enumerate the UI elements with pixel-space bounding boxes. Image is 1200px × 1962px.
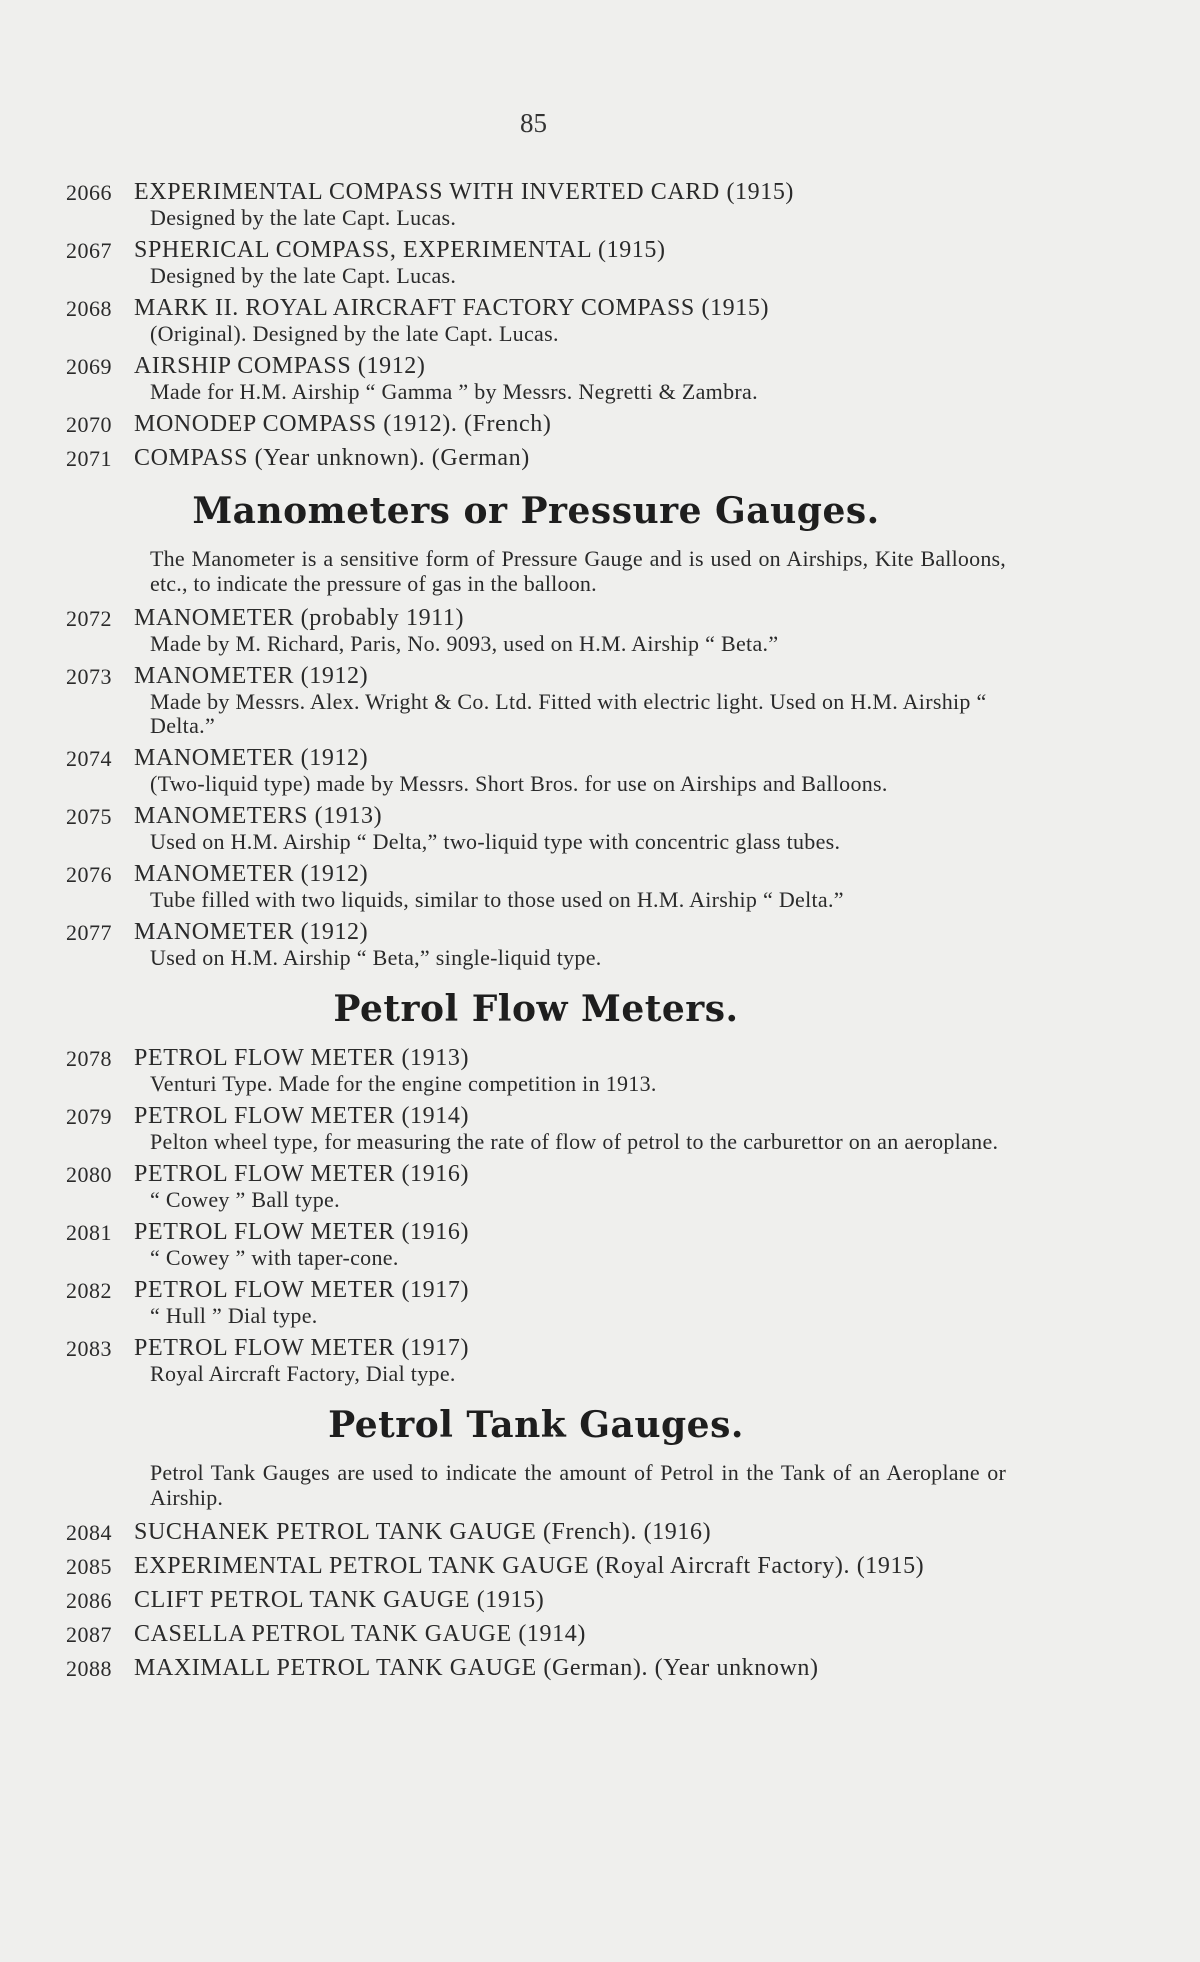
catalogue-entry	[66, 1160, 1006, 1212]
catalogue-entry	[66, 744, 1006, 796]
entry-title: SUCHANEK PETROL TANK GAUGE (French). (1916)	[134, 1519, 712, 1545]
entry-description: “ Hull ” Dial type.	[150, 1303, 318, 1328]
catalogue-entry	[66, 604, 1006, 656]
manometers-section	[66, 490, 1006, 970]
catalogue-entry	[66, 1586, 1006, 1614]
entry-title: MANOMETER (1912)	[134, 745, 369, 771]
catalogue-entry	[66, 1620, 1006, 1648]
catalogue-entry	[66, 1654, 1006, 1682]
entry-number: 2083	[66, 1336, 112, 1361]
entry-number: 2070	[66, 412, 112, 437]
entry-description: “ Cowey ” Ball type.	[150, 1187, 340, 1212]
entry-number: 2068	[66, 296, 112, 321]
entry-number: 2080	[66, 1162, 112, 1187]
entry-description: Designed by the late Capt. Lucas.	[150, 263, 457, 288]
catalogue-entry	[66, 1218, 1006, 1270]
section-heading: Manometers or Pressure Gauges.	[192, 490, 880, 532]
catalogue-entry	[66, 918, 1006, 970]
catalogue-entry	[66, 1334, 1006, 1386]
entry-title: MARK II. ROYAL AIRCRAFT FACTORY COMPASS (1915)	[134, 295, 770, 321]
catalogue-entry	[66, 410, 1006, 438]
entry-title: MANOMETER (probably 1911)	[134, 605, 465, 631]
section-intro: The Manometer is a sensitive form of Pressure Gauge and is used on Airships, Kite Balloons, etc., to indicate the pressure of gas in the balloon.	[150, 546, 1006, 596]
catalogue-entry	[66, 1518, 1006, 1546]
entry-description: Venturi Type. Made for the engine competition in 1913.	[150, 1071, 657, 1096]
entry-number: 2073	[66, 664, 112, 689]
entry-number: 2084	[66, 1520, 112, 1545]
entry-description: Made by Messrs. Alex. Wright & Co. Ltd. Fitted with electric light. Used on H.M. Airship “ Delta.”	[150, 689, 987, 738]
entry-title: MANOMETER (1912)	[134, 861, 369, 887]
entry-description: Pelton wheel type, for measuring the rate of flow of petrol to the carburettor on an aeroplane.	[150, 1129, 999, 1154]
catalogue-entry	[66, 236, 1006, 288]
entry-title: PETROL FLOW METER (1916)	[134, 1219, 470, 1245]
catalogue-entry	[66, 662, 1006, 738]
entry-title: MANOMETER (1912)	[134, 919, 369, 945]
entry-title: CLIFT PETROL TANK GAUGE (1915)	[134, 1587, 545, 1613]
entry-number: 2071	[66, 446, 112, 471]
entry-description: (Original). Designed by the late Capt. Lucas.	[150, 321, 559, 346]
entry-title: PETROL FLOW METER (1916)	[134, 1161, 470, 1187]
entry-number: 2076	[66, 862, 112, 887]
entry-number: 2081	[66, 1220, 112, 1245]
catalogue-entry	[66, 1044, 1006, 1096]
catalogue-entry	[66, 802, 1006, 854]
entry-title: PETROL FLOW METER (1917)	[134, 1277, 470, 1303]
entry-description: (Two-liquid type) made by Messrs. Short Bros. for use on Airships and Balloons.	[150, 771, 888, 796]
entry-number: 2074	[66, 746, 112, 771]
catalogue-entry	[66, 860, 1006, 912]
catalogue-entry	[66, 178, 1006, 230]
page-content	[66, 178, 1006, 1688]
catalogue-entry	[66, 1276, 1006, 1328]
entry-number: 2077	[66, 920, 112, 945]
entry-number: 2086	[66, 1588, 112, 1613]
entry-number: 2079	[66, 1104, 112, 1129]
entry-number: 2085	[66, 1554, 112, 1579]
entry-number: 2088	[66, 1656, 112, 1681]
entry-description: Royal Aircraft Factory, Dial type.	[150, 1361, 456, 1386]
entry-title: PETROL FLOW METER (1913)	[134, 1045, 470, 1071]
petrol-flow-section	[66, 988, 1006, 1386]
petrol-tank-section	[66, 1404, 1006, 1682]
catalogue-entry	[66, 1552, 1006, 1580]
entry-description: Made by M. Richard, Paris, No. 9093, used on H.M. Airship “ Beta.”	[150, 631, 779, 656]
entry-title: PETROL FLOW METER (1917)	[134, 1335, 470, 1361]
catalogue-entry	[66, 352, 1006, 404]
entry-description: Designed by the late Capt. Lucas.	[150, 205, 457, 230]
entry-number: 2087	[66, 1622, 112, 1647]
section-heading: Petrol Flow Meters.	[333, 988, 739, 1030]
catalogue-entry	[66, 444, 1006, 472]
entry-number: 2082	[66, 1278, 112, 1303]
compass-section	[66, 178, 1006, 472]
entry-number: 2072	[66, 606, 112, 631]
entry-title: MANOMETERS (1913)	[134, 803, 383, 829]
entry-title: EXPERIMENTAL PETROL TANK GAUGE (Royal Aircraft Factory). (1915)	[134, 1553, 925, 1579]
section-intro: Petrol Tank Gauges are used to indicate the amount of Petrol in the Tank of an Aeroplane or Airship.	[150, 1460, 1006, 1510]
entry-title: EXPERIMENTAL COMPASS WITH INVERTED CARD (1915)	[134, 179, 795, 205]
entry-title: COMPASS (Year unknown). (German)	[134, 445, 530, 471]
entry-title: AIRSHIP COMPASS (1912)	[134, 353, 426, 379]
entry-description: Made for H.M. Airship “ Gamma ” by Messrs. Negretti & Zambra.	[150, 379, 758, 404]
entry-number: 2069	[66, 354, 112, 379]
entry-description: Tube filled with two liquids, similar to those used on H.M. Airship “ Delta.”	[150, 887, 844, 912]
catalogue-entry	[66, 1102, 1006, 1154]
entry-title: MONODEP COMPASS (1912). (French)	[134, 411, 552, 437]
entry-title: MANOMETER (1912)	[134, 663, 369, 689]
entry-title: MAXIMALL PETROL TANK GAUGE (German). (Year unknown)	[134, 1655, 819, 1681]
entry-title: CASELLA PETROL TANK GAUGE (1914)	[134, 1621, 586, 1647]
entry-number: 2066	[66, 180, 112, 205]
entry-number: 2078	[66, 1046, 112, 1071]
section-heading: Petrol Tank Gauges.	[328, 1404, 744, 1446]
entry-description: “ Cowey ” with taper-cone.	[150, 1245, 399, 1270]
page-number: 85	[520, 108, 547, 138]
entry-title: SPHERICAL COMPASS, EXPERIMENTAL (1915)	[134, 237, 666, 263]
entry-description: Used on H.M. Airship “ Beta,” single-liquid type.	[150, 945, 602, 970]
entry-number: 2067	[66, 238, 112, 263]
entry-number: 2075	[66, 804, 112, 829]
entry-description: Used on H.M. Airship “ Delta,” two-liquid type with concentric glass tubes.	[150, 829, 841, 854]
entry-title: PETROL FLOW METER (1914)	[134, 1103, 470, 1129]
catalogue-entry	[66, 294, 1006, 346]
